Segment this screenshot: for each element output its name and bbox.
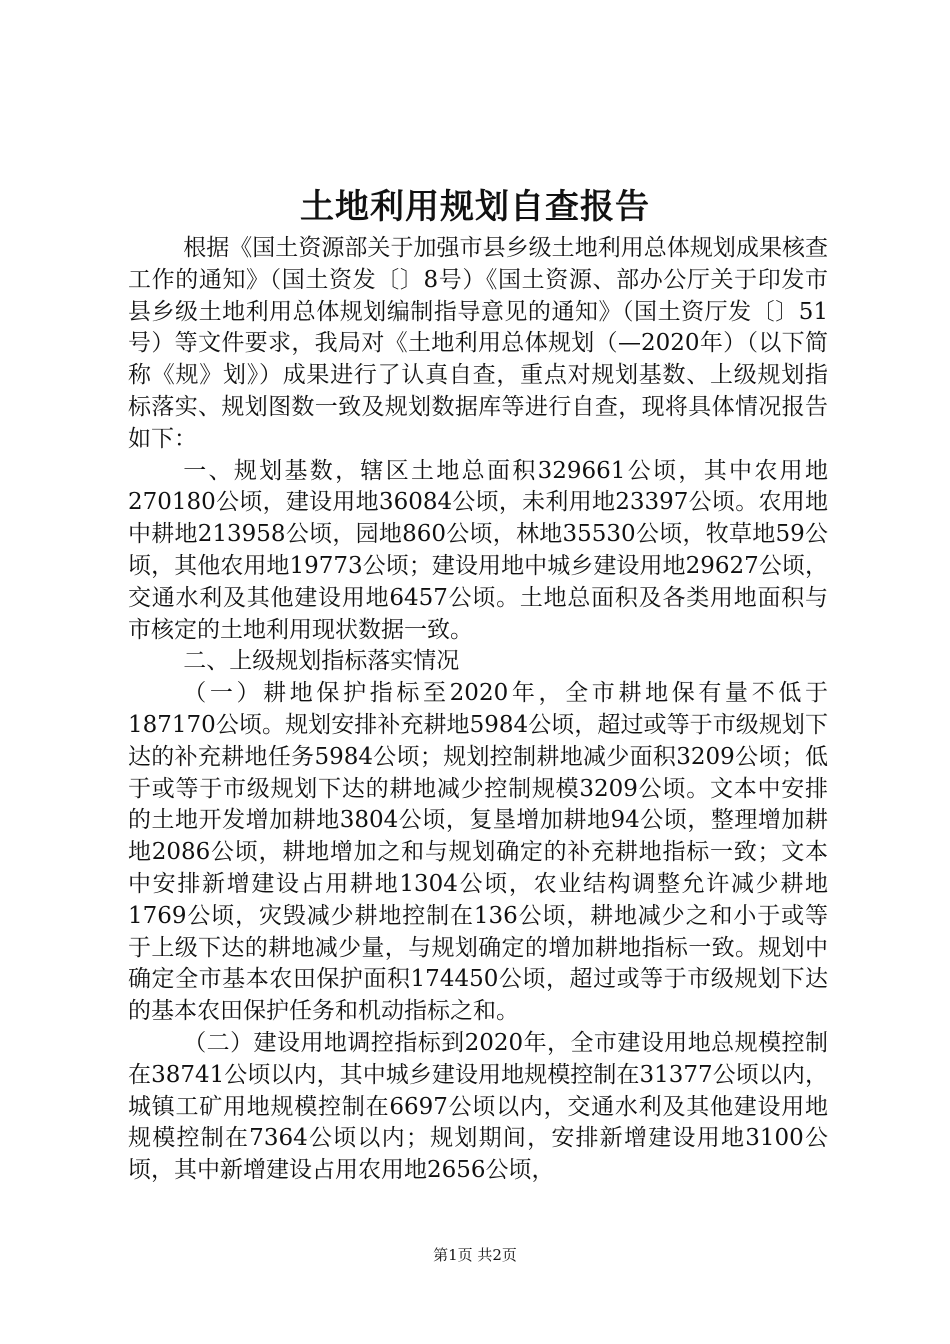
section-heading-indicators: 二、上级规划指标落实情况 [183, 648, 460, 675]
page-number-footer: 第1页 共2页 [433, 1246, 517, 1264]
paragraph-intro: 根据《国土资源部关于加强市县乡级土地利用总体规划成果核查工作的通知》（国土资发〔〕8号）《国土资源、部办公厅关于印发市县乡级土地利用总体规划编制指导意见的通知》（国土资厅发〔〕51号）等文件要求，我局对《土地利用总体规划（—2020年）（以下简称《规》划》）成果进行了认真自查，重点对规划基数、上级规划指标落实、规划图数一致及规划数据库等进行自查，现将具体情况报告如下： [128, 235, 828, 452]
document-body [128, 233, 828, 1187]
paragraph-construction-land: （二）建设用地调控指标到2020年，全市建设用地总规模控制在38741公顷以内，其中城乡建设用地规模控制在31377公顷以内，城镇工矿用地规模控制在6697公顷以内，交通水利及其他建设用地规模控制在7364公顷以内；规划期间，安排新增建设用地3100公顷，其中新增建设占用农用地2656公顷， [128, 1029, 828, 1184]
paragraph-farmland-protection: （一）耕地保护指标至2020年，全市耕地保有量不低于187170公顷。规划安排补充耕地5984公顷，超过或等于市级规划下达的补充耕地任务5984公顷；规划控制耕地减少面积3209公顷；低于或等于市级规划下达的耕地减少控制规模3209公顷。文本中安排的土地开发增加耕地3804公顷，复垦增加耕地94公顷，整理增加耕地2086公顷，耕地增加之和与规划确定的补充耕地指标一致；文本中安排新增建设占用耕地1304公顷，农业结构调整允许减少耕地1769公顷，灾毁减少耕地控制在136公顷，耕地减少之和小于或等于上级下达的耕地减少量，与规划确定的增加耕地指标一致。规划中确定全市基本农田保护面积174450公顷，超过或等于市级规划下达的基本农田保护任务和机动指标之和。 [128, 680, 828, 1025]
paragraph-planning-base: 一、规划基数，辖区土地总面积329661公顷，其中农用地270180公顷，建设用地36084公顷，未利用地23397公顷。农用地中耕地213958公顷，园地860公顷，林地35530公顷，牧草地59公顷，其他农用地19773公顷；建设用地中城乡建设用地29627公顷，交通水利及其他建设用地6457公顷。土地总面积及各类用地面积与市核定的土地利用现状数据一致。 [128, 457, 828, 643]
document-title: 土地利用规划自查报告 [300, 187, 650, 227]
